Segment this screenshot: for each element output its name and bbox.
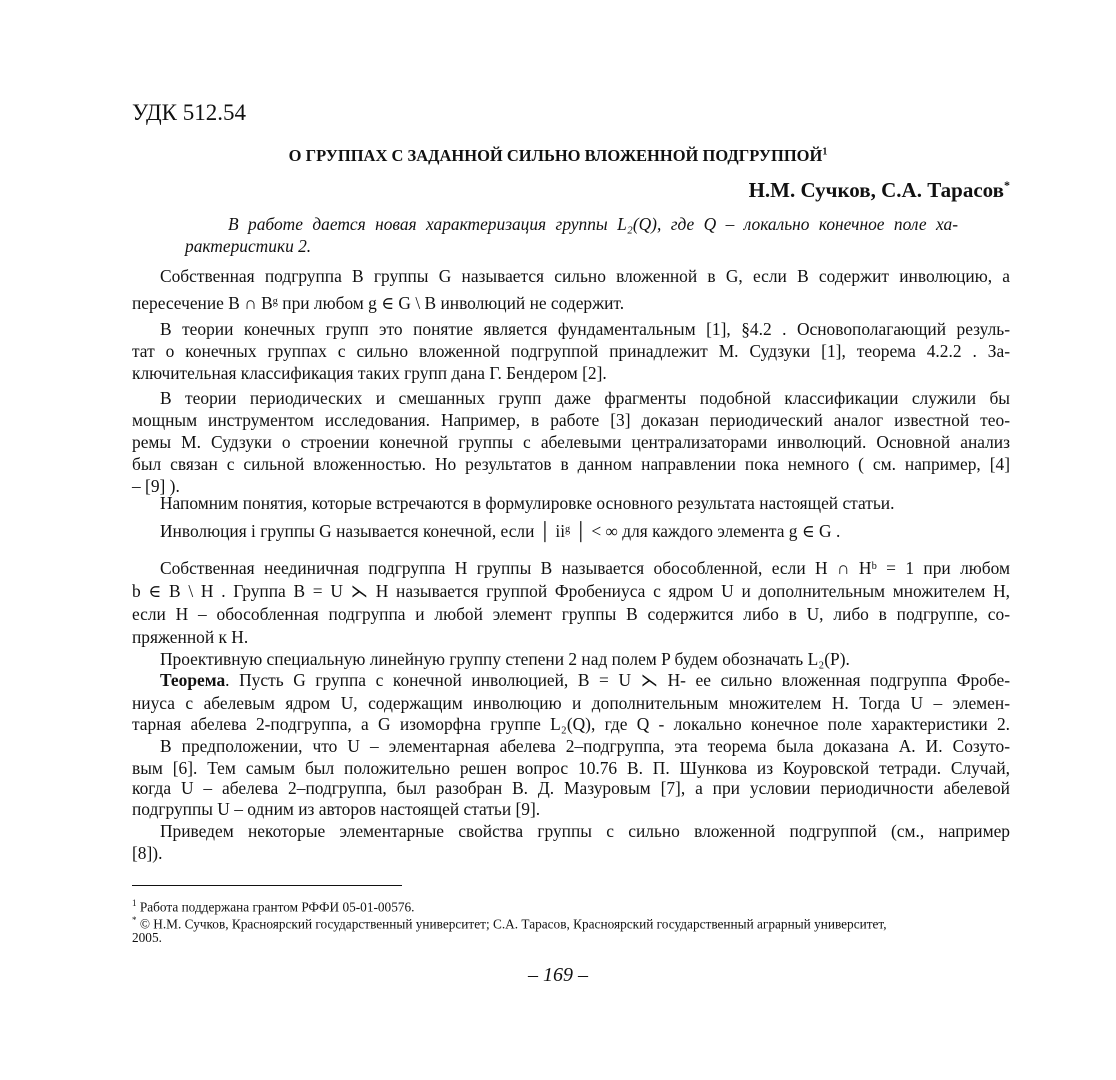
body-line: тат о конечных группах с сильно вложенной подгруппой принадлежит М. Судзуки [1], теорема 4.2.2 . За- (132, 341, 1010, 361)
footnote-mark: 1 (132, 898, 137, 908)
authors (749, 178, 1010, 203)
body-line: Проективную специальную линейную группу степени 2 над полем P будем обозначать L₂(P). (160, 649, 850, 669)
body-line: В теории периодических и смешанных групп даже фрагменты подобной классификации служили бы (160, 388, 1010, 408)
article-title (0, 146, 1116, 166)
body-line: Приведем некоторые элементарные свойства группы с сильно вложенной подгруппой (см., например (160, 821, 1010, 841)
footnote (132, 929, 162, 946)
body-line: пряженной к H. (132, 627, 249, 647)
abstract-line: В работе дается новая характеризация группы L₂(Q), где Q – локально конечное поле ха- (228, 214, 958, 234)
body-line: если H – обособленная подгруппа и любой элемент группы B содержится либо в U, либо в подгруппе, со- (132, 604, 1010, 624)
body-line: b ∈ B \ H . Группа B = U ⋋ H называется группой Фробениуса с ядром U и дополнительным множителем H, (132, 581, 1010, 601)
body-line: подгруппы U – одним из авторов настоящей статьи [9]. (132, 799, 541, 819)
body-line: тарная абелева 2-подгруппа, а G изоморфна группе L₂(Q), где Q - локально конечное поле характеристики 2. (132, 714, 1010, 734)
title-footnote-mark: 1 (822, 146, 828, 158)
body-line: Напомним понятия, которые встречаются в формулировке основного результата настоящей статьи. (160, 493, 895, 513)
footnote-divider (132, 885, 402, 886)
footnote (132, 912, 887, 932)
body-line: В предположении, что U – элементарная абелева 2–подгруппа, эта теорема была доказана А. И. Созуто- (160, 736, 1010, 756)
title-text: О ГРУППАХ С ЗАДАННОЙ СИЛЬНО ВЛОЖЕННОЙ ПОДГРУППОЙ (288, 146, 823, 165)
footnote-text: © Н.М. Сучков, Красноярский государственный университет; С.А. Тарасов, Красноярский государственный аграрный университет, (139, 916, 887, 932)
body-line: Инволюция i группы G называется конечной, если │ iiᵍ │ < ∞ для каждого элемента g ∈ G . (160, 521, 841, 541)
body-line: мощным инструментом исследования. Например, в работе [3] доказан периодический аналог известной тео- (132, 410, 1010, 430)
body-line: пересечение B ∩ Bᵍ при любом g ∈ G \ B инволюций не содержит. (132, 293, 625, 313)
body-line: вым [6]. Тем самым был положительно решен вопрос 10.76 В. П. Шункова из Коуровской тетради. Случай, (132, 758, 1010, 778)
body-line: ниуса с абелевым ядром U, содержащим инволюцию и дополнительным множителем H. Тогда U – элемен- (132, 693, 1010, 713)
authors-text: Н.М. Сучков, С.А. Тарасов (748, 178, 1004, 202)
footnote-mark: * (132, 915, 137, 925)
body-line: когда U – абелева 2–подгруппа, был разобран В. Д. Мазуровым [7], а при условии периодичности абелевой (132, 778, 1010, 798)
footnote-text: 2005. (132, 930, 162, 945)
body-line: – [9] ). (132, 476, 180, 496)
body-line: В теории конечных групп это понятие является фундаментальным [1], §4.2 . Основополагающий резуль- (160, 319, 1010, 339)
body-line: Теорема. Пусть G группа с конечной инволюцией, B = U ⋋ H- ее сильно вложенная подгруппа Фробе- (160, 670, 1010, 690)
udk-code: УДК 512.54 (132, 100, 246, 125)
body-line: [8]). (132, 843, 163, 863)
theorem-label: Теорема (160, 670, 226, 690)
authors-footnote-mark: * (1004, 178, 1010, 192)
body-line: ремы М. Судзуки о строении конечной группы с абелевыми централизаторами инволюций. Основной анализ (132, 432, 1010, 452)
body-line: был связан с сильной вложенностью. Но результатов в данном направлении пока немного ( см. например, [4] (132, 454, 1010, 474)
body-line: ключительная классификация таких групп дана Г. Бендером [2]. (132, 363, 607, 383)
page-number: – 169 – (528, 964, 588, 986)
body-line: Собственная подгруппа B группы G называется сильно вложенной в G, если B содержит инволюцию, а (160, 266, 1010, 286)
footnote-text: Работа поддержана грантом РФФИ 05-01-00576. (139, 899, 415, 915)
body-line: Собственная неединичная подгруппа H группы B называется обособленной, если H ∩ Hᵇ = 1 при любом (160, 558, 1010, 578)
abstract-line: рактеристики 2. (185, 236, 312, 256)
